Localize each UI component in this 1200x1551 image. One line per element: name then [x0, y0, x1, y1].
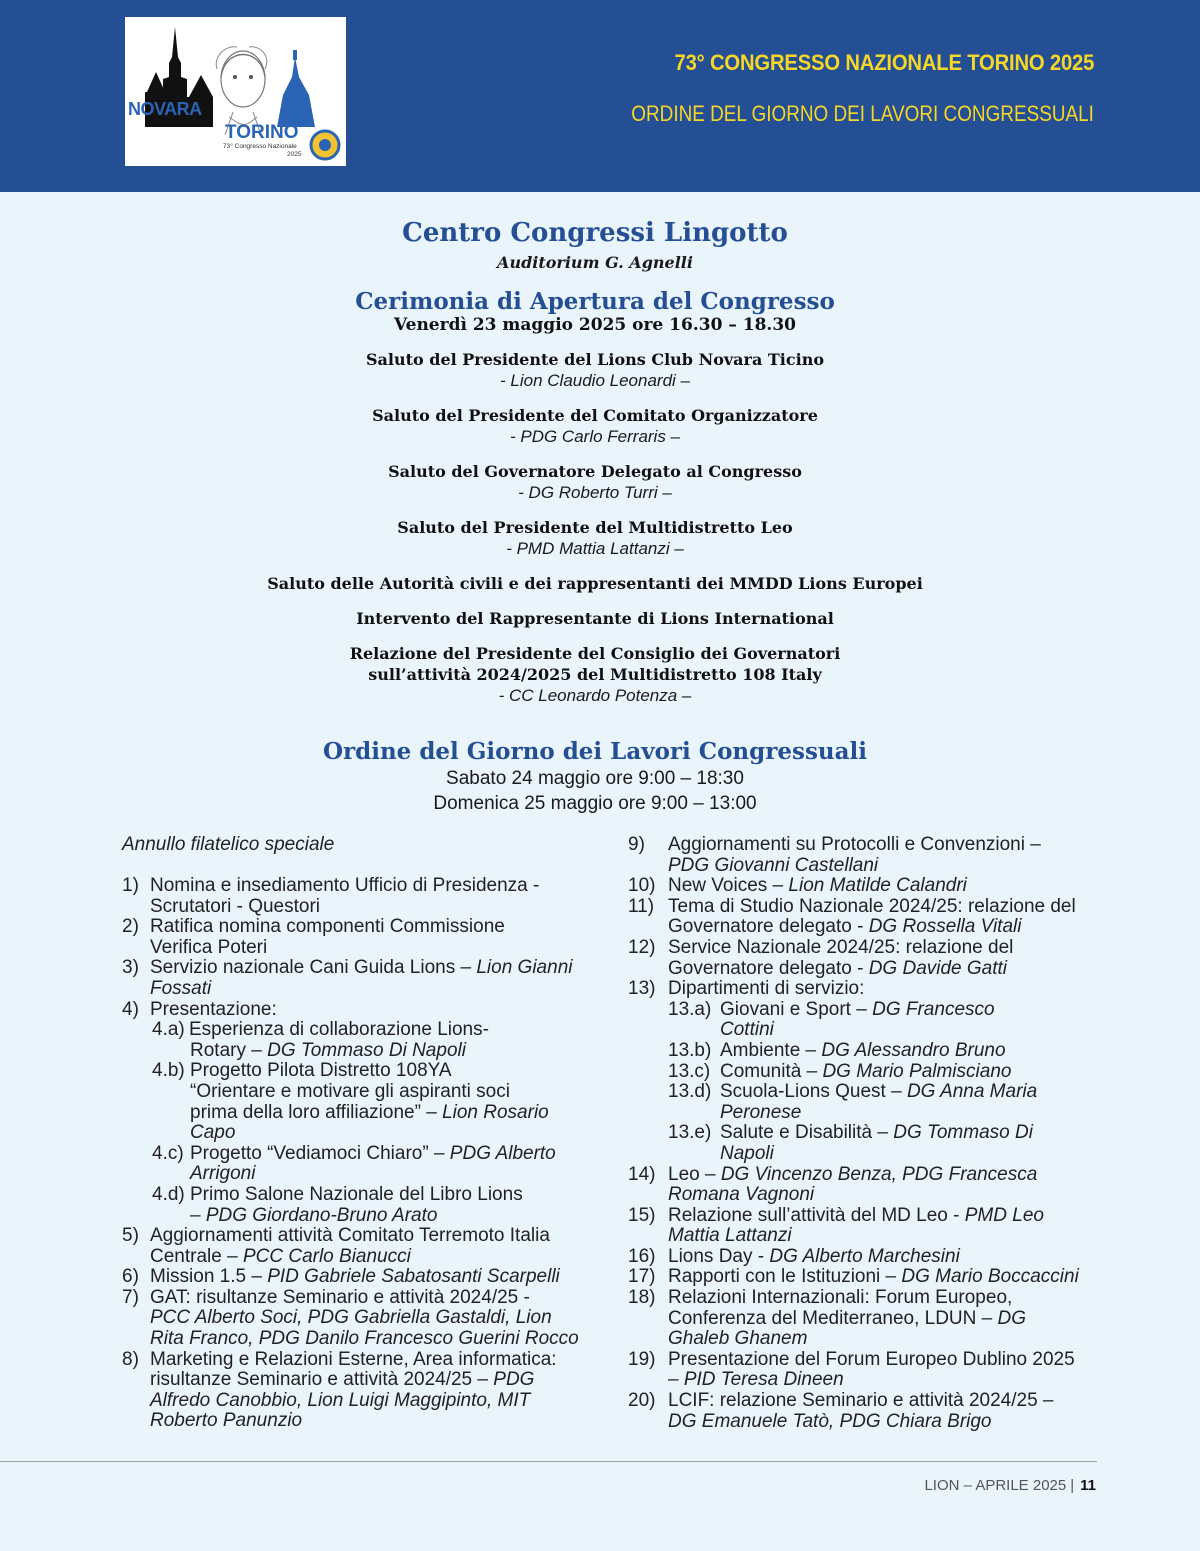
opening-item-title-line2: sull’attività 2024/2025 del Multidistretto 108 Italy	[368, 665, 822, 684]
opening-item-title: Saluto del Governatore Delegato al Congresso	[388, 462, 802, 481]
logo-subtitle: 73° Congresso Nazionale	[223, 143, 297, 150]
opening-item-speaker: - CC Leonardo Potenza –	[498, 686, 692, 705]
list-item: 6) Mission 1.5 – PID Gabriele Sabatosanti Scarpelli	[122, 1266, 560, 1288]
venue-subtitle: Auditorium G. Agnelli	[497, 253, 693, 272]
footer-separator: |	[1070, 1477, 1075, 1494]
list-item: 2) Ratifica nomina componenti Commissione Verifica Poteri	[122, 916, 505, 958]
list-item: 13.d) Scuola-Lions Quest – DG Anna Maria Peronese	[668, 1081, 1038, 1123]
opening-item-speaker: - DG Roberto Turri –	[518, 483, 672, 502]
list-item: 17) Rapporti con le Istituzioni – DG Mario Boccaccini	[628, 1266, 1079, 1288]
opening-item-title: Saluto del Presidente del Lions Club Novara Ticino	[365, 350, 824, 369]
list-item: 19) Presentazione del Forum Europeo Dublino 2025 – PID Teresa Dineen	[628, 1348, 1075, 1391]
list-item: 4.b) Progetto Pilota Distretto 108YA “Orientare e motivare gli aspiranti soci prima della loro affiliazione” – Lion Rosario Capo	[152, 1060, 549, 1144]
opening-item-speaker: - Lion Claudio Leonardi –	[500, 371, 690, 390]
venue-title: Centro Congressi Lingotto	[402, 218, 788, 248]
list-item: 12) Service Nazionale 2024/25: relazione del Governatore delegato - DG Davide Gatti	[628, 936, 1014, 979]
list-item: 13.b) Ambiente – DG Alessandro Bruno	[668, 1039, 1006, 1061]
logo-year: 2025	[287, 151, 302, 158]
footer-text: LION – APRILE 2025	[924, 1477, 1067, 1494]
opening-item-speaker: - PMD Mattia Lattanzi –	[506, 539, 684, 558]
list-item: 11) Tema di Studio Nazionale 2024/25: relazione del Governatore delegato - DG Rossella Vitali	[628, 895, 1076, 938]
agenda-right-column	[628, 835, 1098, 1432]
opening-item-title: Saluto del Presidente del Multidistretto Leo	[397, 518, 793, 537]
list-item: 5) Aggiornamenti attività Comitato Terremoto Italia Centrale – PCC Carlo Bianucci	[122, 1225, 550, 1267]
page-number: 11	[1080, 1477, 1096, 1494]
agenda-date-saturday: Sabato 24 maggio ore 9:00 – 18:30	[446, 768, 744, 789]
agenda-intro: Annullo filatelico speciale	[122, 834, 335, 855]
list-item: 15) Relazione sull’attività del MD Leo - PMD Leo Mattia Lattanzi	[628, 1204, 1044, 1247]
opening-title: Cerimonia di Apertura del Congresso	[355, 288, 835, 315]
list-item: 14) Leo – DG Vincenzo Benza, PDG Francesca Romana Vagnoni	[628, 1163, 1038, 1206]
list-item: 9) Aggiornamenti su Protocolli e Convenzioni – PDG Giovanni Castellani	[628, 834, 1041, 876]
list-item: 20) LCIF: relazione Seminario e attività 2024/25 – DG Emanuele Tatò, PDG Chiara Brigo	[628, 1390, 1054, 1432]
list-item: 13.e) Salute e Disabilità – DG Tommaso Di Napoli	[668, 1122, 1033, 1164]
list-item: 18) Relazioni Internazionali: Forum Europeo, Conferenza del Mediterraneo, LDUN – DG Ghaleb Ghanem	[628, 1287, 1027, 1350]
opening-item-title: Saluto delle Autorità civili e dei rappresentanti dei MMDD Lions Europei	[267, 574, 923, 593]
logo-novara-text: NOVARA	[128, 99, 202, 119]
opening-item-title: Intervento del Rappresentante di Lions International	[356, 609, 834, 628]
list-item: 10) New Voices – Lion Matilde Calandri	[628, 875, 967, 897]
header-subtitle: ORDINE DEL GIORNO DEI LAVORI CONGRESSUALI	[631, 101, 1094, 126]
list-item: 7) GAT: risultanze Seminario e attività 2024/25 - PCC Alberto Soci, PDG Gabriella Gastaldi, Lion Rita Franco, PDG Danilo Francesco Guerini Rocco	[122, 1286, 579, 1350]
list-item: 4.a) Esperienza di collaborazione Lions- Rotary – DG Tommaso Di Napoli	[152, 1019, 489, 1061]
list-item: 1) Nomina e insediamento Ufficio di Presidenza - Scrutatori - Questori	[122, 875, 540, 917]
agenda-title: Ordine del Giorno dei Lavori Congressuali	[322, 738, 867, 765]
list-item: 4.d) Primo Salone Nazionale del Libro Lions – PDG Giordano-Bruno Arato	[152, 1183, 523, 1226]
list-item: 4) Presentazione:	[122, 998, 277, 1020]
header-title: 73° CONGRESSO NAZIONALE TORINO 2025	[674, 50, 1094, 75]
list-item: 3) Servizio nazionale Cani Guida Lions – Lion Gianni Fossati	[122, 957, 573, 999]
header-bar	[0, 0, 1200, 192]
list-item: 16) Lions Day - DG Alberto Marchesini	[628, 1245, 960, 1267]
opening-item-title: Relazione del Presidente del Consiglio dei Governatori	[349, 644, 841, 663]
footer	[924, 1477, 1096, 1494]
list-item: 13.c) Comunità – DG Mario Palmisciano	[668, 1060, 1012, 1082]
footer-divider	[0, 1461, 1097, 1462]
list-item: 4.c) Progetto “Vediamoci Chiaro” – PDG Alberto Arrigoni	[152, 1142, 556, 1185]
congress-logo	[125, 17, 346, 166]
opening-date: Venerdì 23 maggio 2025 ore 16.30 – 18.30	[394, 315, 796, 335]
agenda-date-sunday: Domenica 25 maggio ore 9:00 – 13:00	[433, 793, 757, 814]
logo-torino-text: TORINO	[225, 122, 299, 143]
agenda-left-column	[122, 835, 602, 1432]
opening-item-speaker: - PDG Carlo Ferraris –	[509, 427, 681, 446]
list-item: 8) Marketing e Relazioni Esterne, Area informatica: risultanze Seminario e attività 2024/25 – PDG Alfredo Canobbio, Lion Luigi Maggipinto, MIT Roberto Panunzio	[122, 1348, 557, 1432]
opening-item-title: Saluto del Presidente del Comitato Organizzatore	[372, 406, 818, 425]
list-item: 13.a) Giovani e Sport – DG Francesco Cottini	[668, 998, 995, 1041]
list-item: 13) Dipartimenti di servizio:	[628, 978, 865, 1000]
